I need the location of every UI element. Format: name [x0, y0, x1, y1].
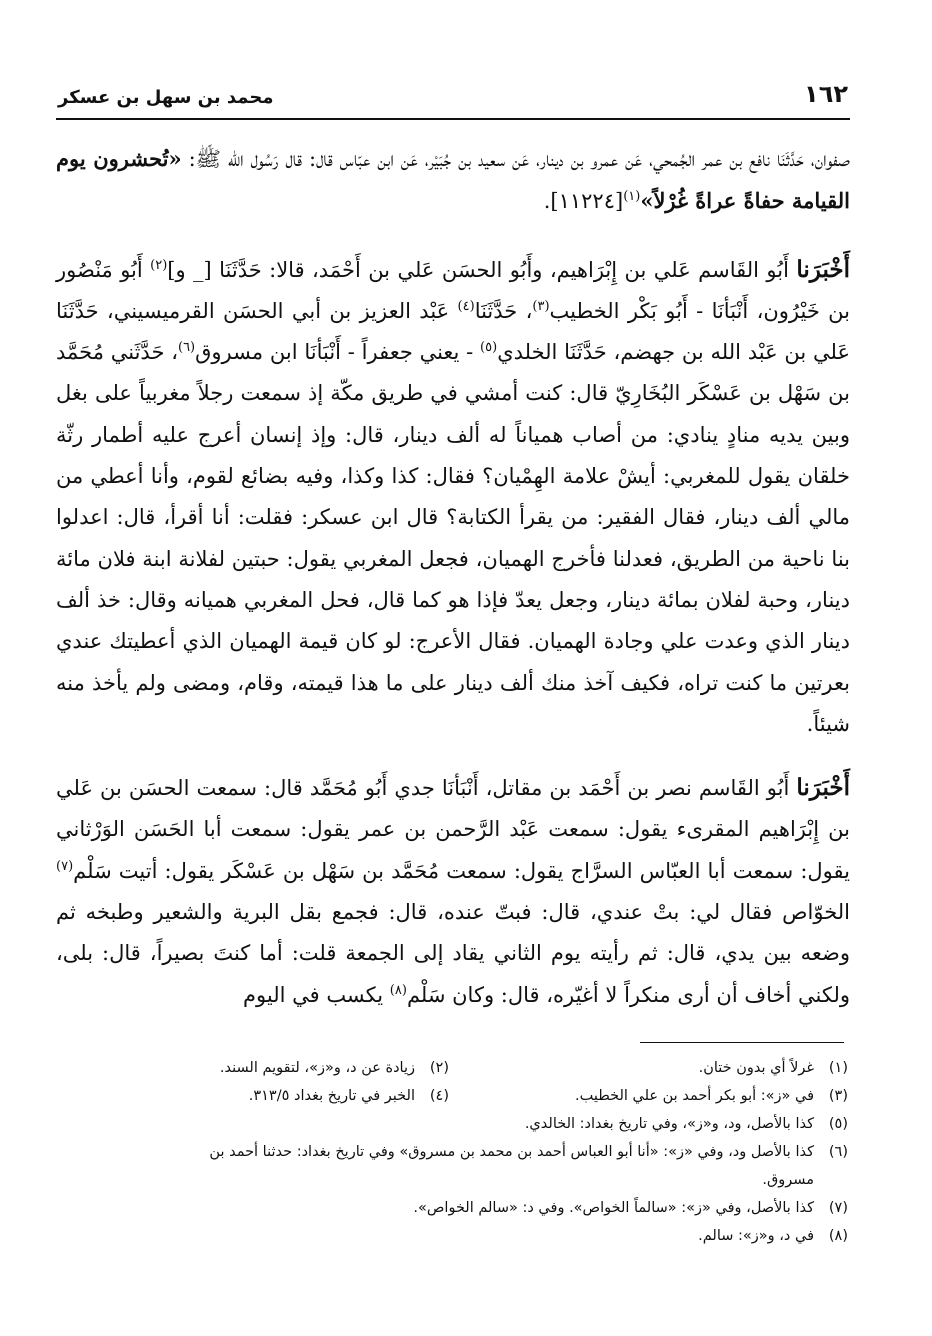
footnote-text: كذا بالأصل، وفي «ز»: «سالماً الخواص». وفي د: «سالم الخواص». [413, 1200, 814, 1216]
footnote-8 [50, 1222, 848, 1250]
p2-text-2: أَبُو مَنْصُور بن خَيْرُون، أَنْبَأنَا - أَبُو بَكْر الخطيب [56, 257, 850, 323]
footnote-text: غرلاً أي بدون ختان. [698, 1060, 814, 1076]
hadith-quote: «تُحشرون يوم القيامة حفاةً عراةً غُرْلاً» [56, 146, 850, 214]
main-text [56, 138, 850, 1016]
footnote-number: (٤) [429, 1088, 449, 1104]
footnote-number: (٧) [828, 1200, 848, 1216]
footnote-row [50, 1194, 848, 1222]
footnotes [50, 1054, 848, 1250]
header-rule [56, 118, 850, 120]
footnote-text: الخبر في تاريخ بغداد ٣١٣/٥. [248, 1088, 415, 1104]
page-header [58, 72, 848, 108]
footnote-ref-7: (٧) [56, 858, 74, 874]
paragraph-3 [56, 767, 850, 1016]
footnote-1 [449, 1054, 848, 1082]
footnote-3 [449, 1082, 848, 1110]
p2-text-5: - يعني جعفراً - أَنْبَأنَا ابن مسروق [195, 340, 481, 365]
footnote-7 [50, 1194, 848, 1222]
p2-text-4: عَبْد العزيز بن أبي الحسَن القرميسيني، حَدَّثَنَا عَلي بن عَبْد الله بن جهضم، حَدَّثَنَا الخلدي [56, 298, 850, 365]
footnote-ref-1: (١) [623, 189, 641, 205]
paragraph-2 [56, 249, 850, 746]
footnote-number: (٦) [828, 1144, 848, 1160]
footnote-2 [50, 1054, 449, 1082]
footnote-ref-2: (٢) [150, 257, 168, 273]
footnote-text: كذا بالأصل، ود، و«ز»، وفي تاريخ بغداد: الخالدي. [524, 1116, 814, 1132]
footnote-row [50, 1110, 848, 1138]
footnote-ref-6: (٦) [177, 340, 196, 356]
p2-text-1: أَبُو القَاسم عَلي بن إِبْرَاهيم، وأَبُو الحسَن عَلي بن أَحْمَد، قالا: حَدَّثَنَا [_ و] [167, 257, 797, 282]
p1-tail: [١١٢٢٤]. [543, 189, 624, 214]
p1-text: صفوان، حَدَّثَنَا نافع بن عمر الجُمحي، عَن عمرو بن دينار، عَن سعيد بن جُبَيْر، عَن ابن عبّاس قال: قال رَسُول الله ﷺ: [181, 147, 850, 171]
footnote-row [50, 1082, 848, 1110]
p3-text-3: يكسب في اليوم [243, 982, 390, 1007]
footnote-number: (١) [828, 1060, 848, 1076]
footnote-4 [50, 1082, 449, 1110]
footnote-number: (٨) [828, 1228, 848, 1244]
paragraph-1 [56, 138, 850, 223]
footnote-number: (٢) [429, 1060, 449, 1076]
p2-text-6: ، حَدَّثَني مُحَمَّد بن سَهْل بن عَسْكَر البُخَارِيّ قال: كنت أمشي في طريق مكّة إذ سمعت رجلاً مغربياً على بغل وبين يديه منادٍ ينادي: من أصاب همياناً له ألف دينار، قال: وإذ إنسان أعرج عليه أطمار رثّة خلقان يقول للمغربي: أيشْ علامة الهِمْيان؟ فقال: كذا وكذا، وفيه بضائع لقوم، وأنا أعطي من مالي ألف دينار، فقال الفقير: من يقرأ الكتابة؟ قال ابن عسكر: فقلت: أنا أقرأ، قال: اعدلوا بنا ناحية من الطريق، فعدلنا فأخرج الهميان، فجعل المغربي يقول: حبتين لفلانة ابنة فلان مائة دينار، وحبة لفلان بمائة دينار، وجعل يعدّ فإذا هو كما قال، فحل المغربي هميانه وقال: خذ ألف دينار الذي وعدت علي وجادة الهميان. فقال الأعرج: لو كان قيمة الهميان الذي أعطيتك عندي بعرتين ما كنت تراه، فكيف آخذ منك ألف دينار على ما هذا قيمته، وقام، ومضى ولم يأخذ منه شيئاً. [56, 340, 850, 736]
footnote-text: زيادة عن د، و«ز»، لتقويم السند. [219, 1060, 415, 1076]
footnote-number: (٣) [828, 1088, 848, 1104]
akhbarana-heading: أَخْبَرَنا [796, 774, 850, 802]
p2-text-3: ، حَدَّثَنَا [474, 298, 533, 323]
footnote-text: في د، و«ز»: سالم. [698, 1228, 814, 1244]
footnote-row [50, 1138, 848, 1166]
footnote-ref-4: (٤) [457, 298, 475, 314]
footnote-6-continuation: مسروق. [762, 1172, 814, 1188]
footnote-row [50, 1054, 848, 1082]
footnote-ref-5: (٥) [480, 340, 498, 356]
footnote-5 [50, 1110, 848, 1138]
footnote-number: (٥) [828, 1116, 848, 1132]
running-title: محمد بن سهل بن عسكر [58, 87, 274, 108]
akhbarana-heading: أَخْبَرَنا [796, 255, 850, 283]
footnote-ref-8: (٨) [389, 982, 407, 998]
p3-text-2: الخوّاص فقال لي: بتْ عندي، قال: فبتّ عنده، قال: فجمع بقل البرية والشعير وطبخه ثم وضعه بين يدي، قال: ثم رأيته يوم الثاني يقاد إلى الجمعة قلت: أما كنتَ بصيراً، قال: بلى، ولكني أخاف أن أرى منكراً لا أغيّره، قال: وكان سَلْم [56, 900, 850, 1007]
footnote-text: في «ز»: أبو بكر أحمد بن علي الخطيب. [574, 1088, 814, 1104]
footnote-rule [640, 1042, 844, 1043]
page-number: ١٦٢ [804, 80, 848, 108]
footnote-row [50, 1222, 848, 1250]
footnote-ref-3: (٣) [532, 298, 550, 314]
footnote-row [50, 1166, 848, 1194]
footnote-6 [50, 1138, 848, 1166]
footnote-text: كذا بالأصل ود، وفي «ز»: «أنا أبو العباس أحمد بن محمد بن مسروق» وفي تاريخ بغداد: حدثنا أحمد بن [209, 1144, 814, 1160]
p3-text-1: أَبُو القَاسم نصر بن أَحْمَد بن مقاتل، أَنْبَأنَا جدي أَبُو مُحَمَّد قال: سمعت الحسَن بن عَلي بن إِبْرَاهيم المقرىء يقول: سمعت عَبْد الرَّحمن بن عمر يقول: سمعت أبا الحَسَن الوَرْثاني يقول: سمعت أبا العبّاس السرَّاج يقول: سمعت مُحَمَّد بن سَهْل بن عَسْكَر يقول: أتيت سَلْم [56, 776, 850, 883]
